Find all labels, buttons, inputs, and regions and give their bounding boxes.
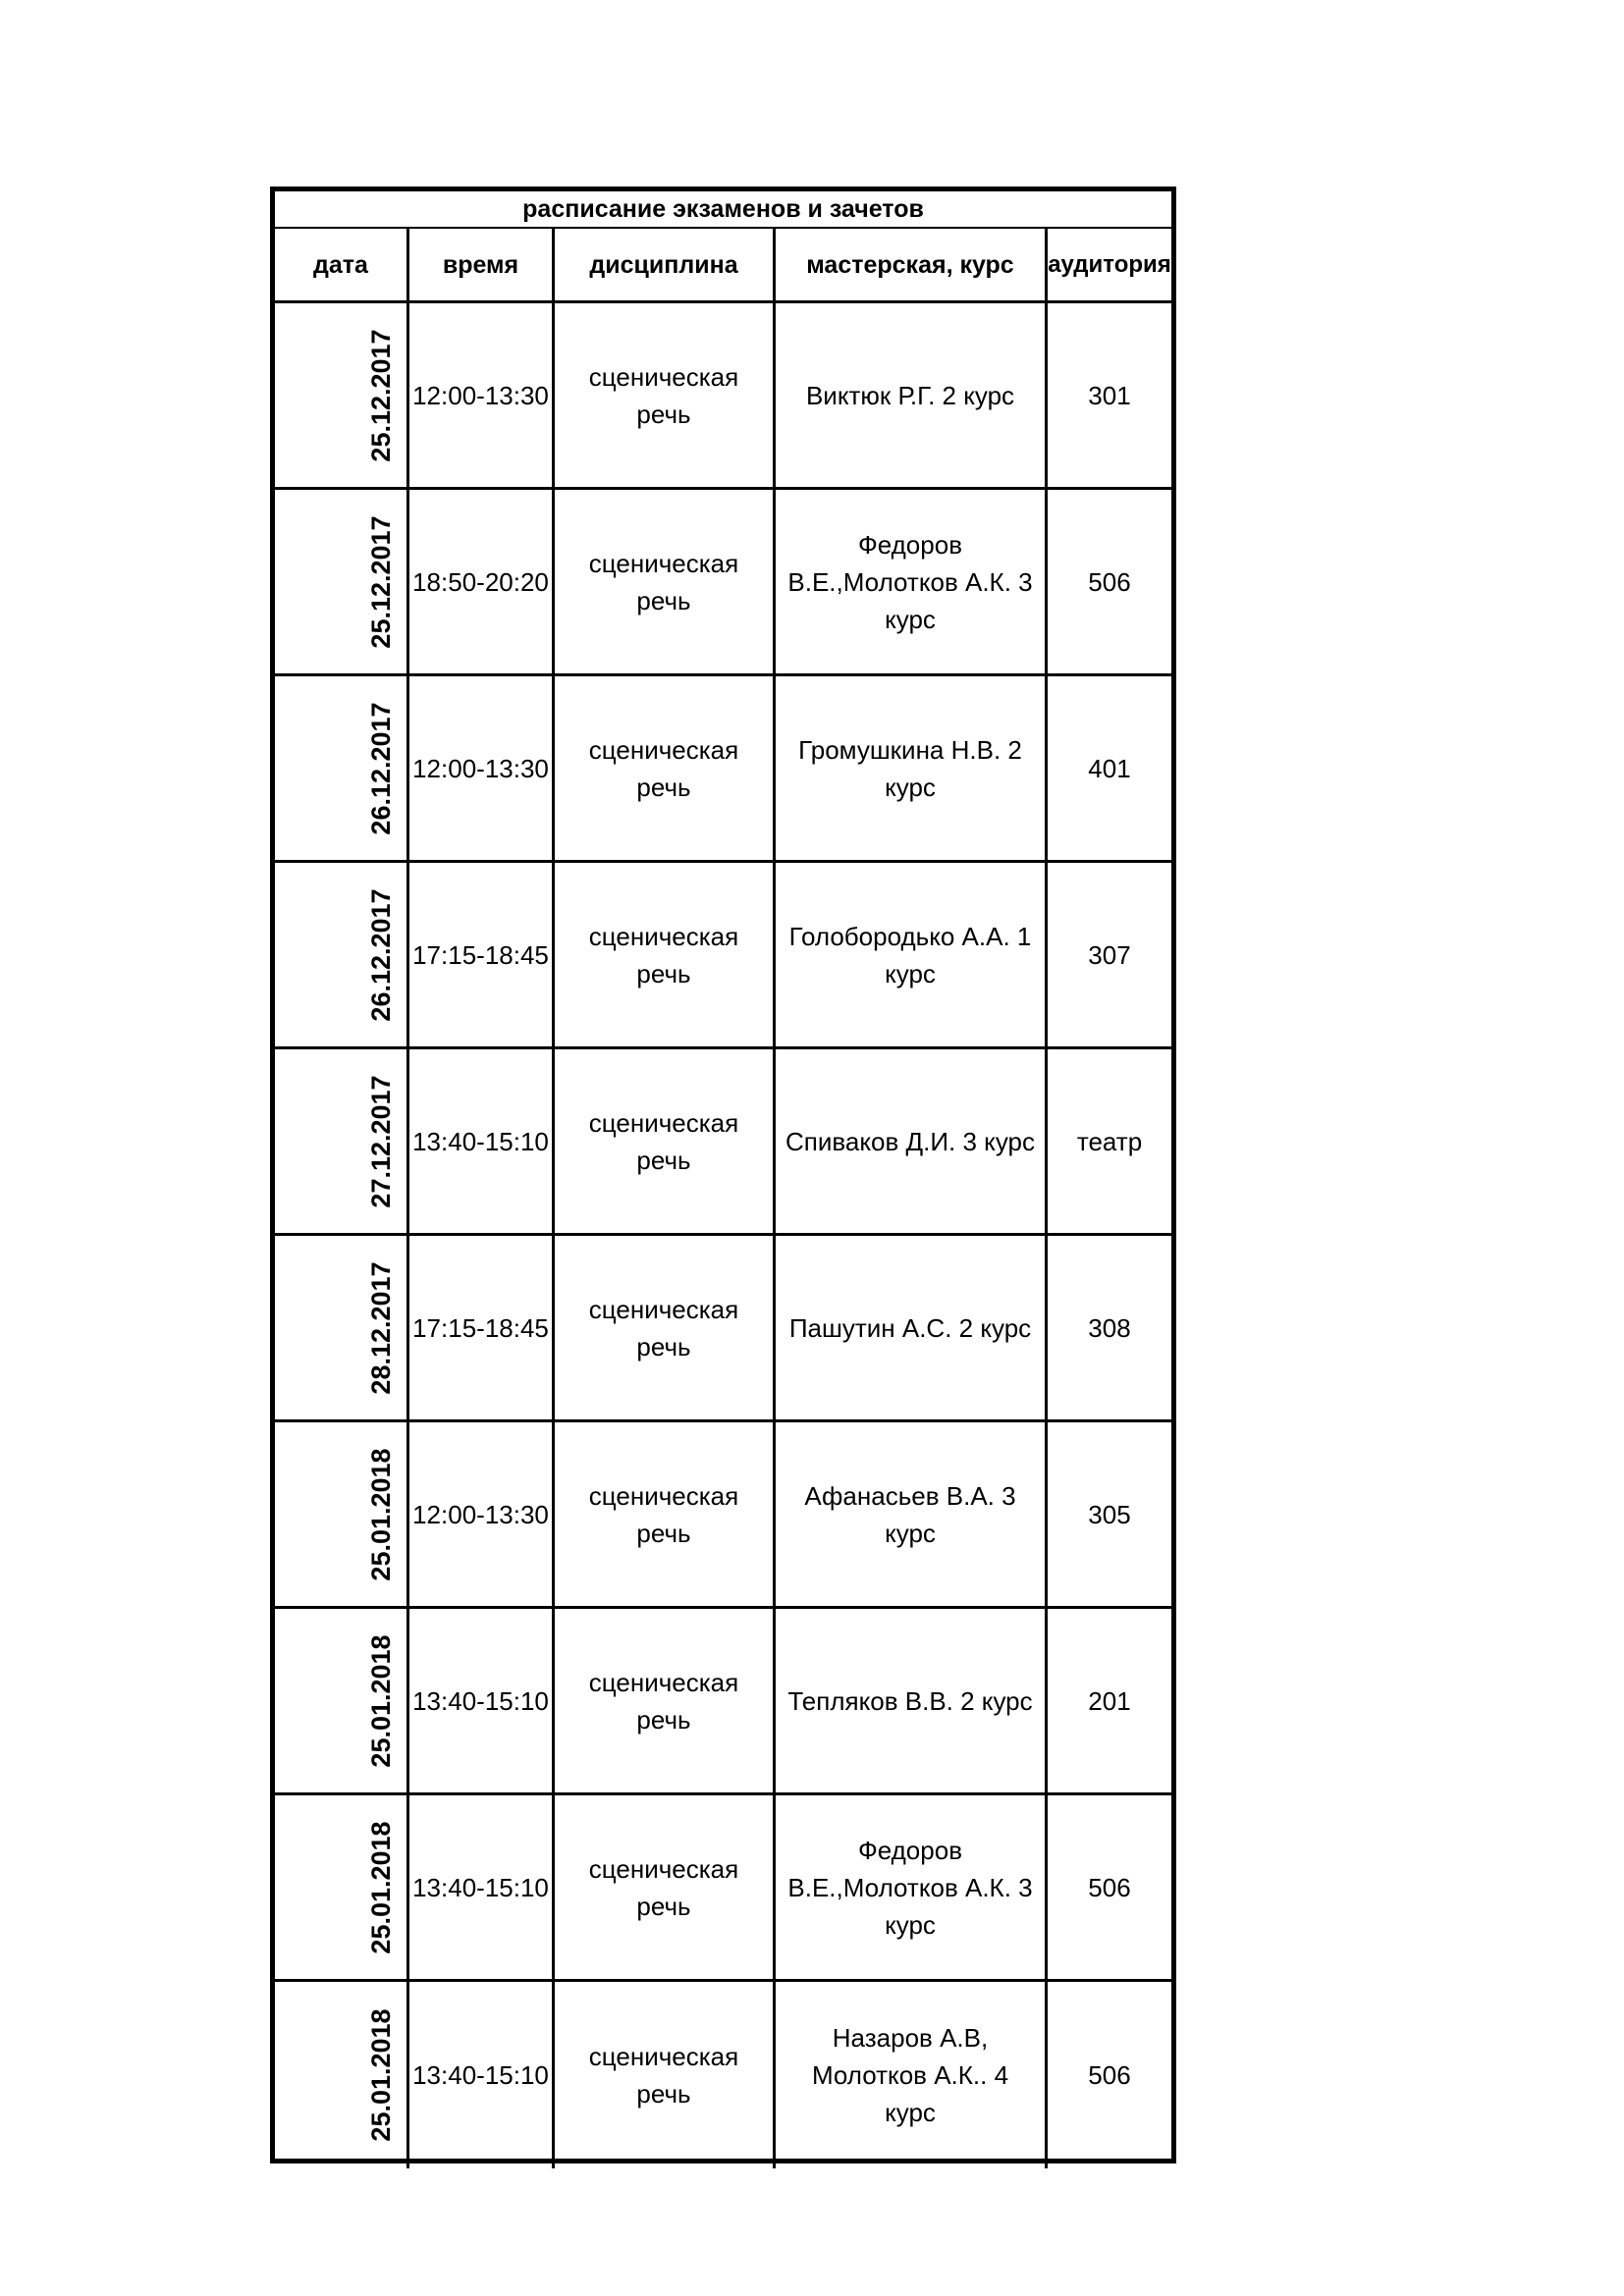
room-cell: 301 bbox=[1088, 380, 1131, 410]
discipline-cell bbox=[555, 303, 776, 487]
date-cell bbox=[275, 676, 409, 860]
table-row bbox=[275, 1795, 1171, 1982]
workshop-text: Федоров В.Е.,Молотков А.К. 3 курс bbox=[787, 1835, 1033, 1940]
header-row bbox=[275, 229, 1171, 303]
workshop-cell bbox=[776, 1795, 1048, 1979]
table-body bbox=[275, 303, 1171, 2168]
date-text: 25.01.2018 bbox=[366, 1633, 396, 1768]
table-row bbox=[275, 1049, 1171, 1236]
table-row bbox=[275, 676, 1171, 863]
table-row bbox=[275, 1236, 1171, 1422]
header-date: дата bbox=[275, 229, 409, 300]
discipline-text: сценическая речь bbox=[588, 1294, 739, 1362]
date-cell bbox=[275, 303, 409, 487]
room-cell: 401 bbox=[1088, 753, 1131, 783]
workshop-cell bbox=[776, 1422, 1048, 1606]
time-cell: 12:00-13:30 bbox=[409, 676, 555, 860]
discipline-cell bbox=[555, 1795, 776, 1979]
time-cell: 13:40-15:10 bbox=[409, 1795, 555, 1979]
workshop-cell bbox=[776, 1049, 1048, 1233]
time-cell: 12:00-13:30 bbox=[409, 1422, 555, 1606]
discipline-cell bbox=[555, 1236, 776, 1419]
date-text: 26.12.2017 bbox=[366, 887, 396, 1022]
workshop-cell bbox=[776, 1609, 1048, 1792]
time-cell: 17:15-18:45 bbox=[409, 1236, 555, 1419]
header-room: аудитория bbox=[1048, 250, 1171, 278]
discipline-cell bbox=[555, 1609, 776, 1792]
time-cell: 13:40-15:10 bbox=[409, 1049, 555, 1233]
workshop-text: Голобородько А.А. 1 курс bbox=[788, 921, 1032, 988]
date-cell bbox=[275, 1982, 409, 2168]
date-text: 27.12.2017 bbox=[366, 1074, 396, 1208]
room-cell: 506 bbox=[1088, 566, 1131, 597]
workshop-text: Федоров В.Е.,Молотков А.К. 3 курс bbox=[787, 529, 1033, 634]
date-text: 25.12.2017 bbox=[366, 328, 396, 462]
table-row bbox=[275, 863, 1171, 1049]
workshop-cell bbox=[776, 490, 1048, 673]
table-grid bbox=[275, 229, 1171, 2168]
workshop-text: Громушкина Н.В. 2 курс bbox=[798, 734, 1022, 802]
discipline-text: сценическая речь bbox=[588, 1480, 739, 1548]
discipline-cell bbox=[555, 1982, 776, 2168]
table-title: расписание экзаменов и зачетов bbox=[275, 191, 1171, 229]
workshop-text: Афанасьев В.А. 3 курс bbox=[804, 1480, 1016, 1548]
room-cell: 307 bbox=[1088, 939, 1131, 970]
schedule-table bbox=[270, 187, 1176, 2163]
time-cell: 17:15-18:45 bbox=[409, 863, 555, 1046]
table-row bbox=[275, 1422, 1171, 1609]
workshop-cell bbox=[776, 303, 1048, 487]
room-cell: 308 bbox=[1088, 1312, 1131, 1343]
header-discipline: дисциплина bbox=[555, 229, 776, 300]
date-text: 25.01.2018 bbox=[366, 2008, 396, 2142]
date-cell bbox=[275, 863, 409, 1046]
discipline-text: сценическая речь bbox=[588, 1107, 739, 1175]
date-cell bbox=[275, 1236, 409, 1419]
discipline-text: сценическая речь bbox=[588, 921, 739, 988]
discipline-cell bbox=[555, 1422, 776, 1606]
discipline-text: сценическая речь bbox=[588, 361, 739, 429]
time-cell: 12:00-13:30 bbox=[409, 303, 555, 487]
table-row bbox=[275, 303, 1171, 490]
room-cell: 506 bbox=[1088, 2060, 1131, 2090]
workshop-cell bbox=[776, 1236, 1048, 1419]
workshop-text: Пашутин А.С. 2 курс bbox=[788, 1312, 1032, 1343]
table-row bbox=[275, 1982, 1171, 2168]
workshop-cell bbox=[776, 1982, 1048, 2168]
workshop-text: Тепляков В.В. 2 курс bbox=[787, 1685, 1033, 1716]
discipline-cell bbox=[555, 1049, 776, 1233]
discipline-text: сценическая речь bbox=[588, 1667, 739, 1735]
date-text: 25.01.2018 bbox=[366, 1820, 396, 1954]
date-text: 28.12.2017 bbox=[366, 1260, 396, 1395]
date-cell bbox=[275, 1422, 409, 1606]
discipline-cell bbox=[555, 676, 776, 860]
date-text: 25.01.2018 bbox=[366, 1447, 396, 1581]
discipline-text: сценическая речь bbox=[588, 1853, 739, 1921]
date-text: 25.12.2017 bbox=[366, 514, 396, 649]
time-cell: 13:40-15:10 bbox=[409, 1609, 555, 1792]
discipline-cell bbox=[555, 863, 776, 1046]
date-cell bbox=[275, 490, 409, 673]
header-workshop: мастерская, курс bbox=[776, 229, 1048, 300]
discipline-text: сценическая речь bbox=[588, 548, 739, 615]
date-cell bbox=[275, 1609, 409, 1792]
workshop-text: Виктюк Р.Г. 2 курс bbox=[805, 380, 1015, 410]
room-cell: 506 bbox=[1088, 1872, 1131, 1902]
discipline-cell bbox=[555, 490, 776, 673]
header-time: время bbox=[409, 229, 555, 300]
workshop-text: Назаров А.В, Молотков А.К.. 4 курс bbox=[811, 2023, 1009, 2127]
room-cell: театр bbox=[1076, 1126, 1143, 1156]
date-cell bbox=[275, 1795, 409, 1979]
workshop-text: Спиваков Д.И. 3 курс bbox=[785, 1126, 1035, 1156]
table-row bbox=[275, 490, 1171, 676]
time-cell: 13:40-15:10 bbox=[409, 1982, 555, 2168]
date-cell bbox=[275, 1049, 409, 1233]
room-cell: 305 bbox=[1088, 1499, 1131, 1529]
discipline-text: сценическая речь bbox=[588, 2042, 739, 2109]
workshop-cell bbox=[776, 676, 1048, 860]
discipline-text: сценическая речь bbox=[588, 734, 739, 802]
workshop-cell bbox=[776, 863, 1048, 1046]
time-cell: 18:50-20:20 bbox=[409, 490, 555, 673]
date-text: 26.12.2017 bbox=[366, 701, 396, 835]
table-row bbox=[275, 1609, 1171, 1795]
room-cell: 201 bbox=[1088, 1685, 1131, 1716]
